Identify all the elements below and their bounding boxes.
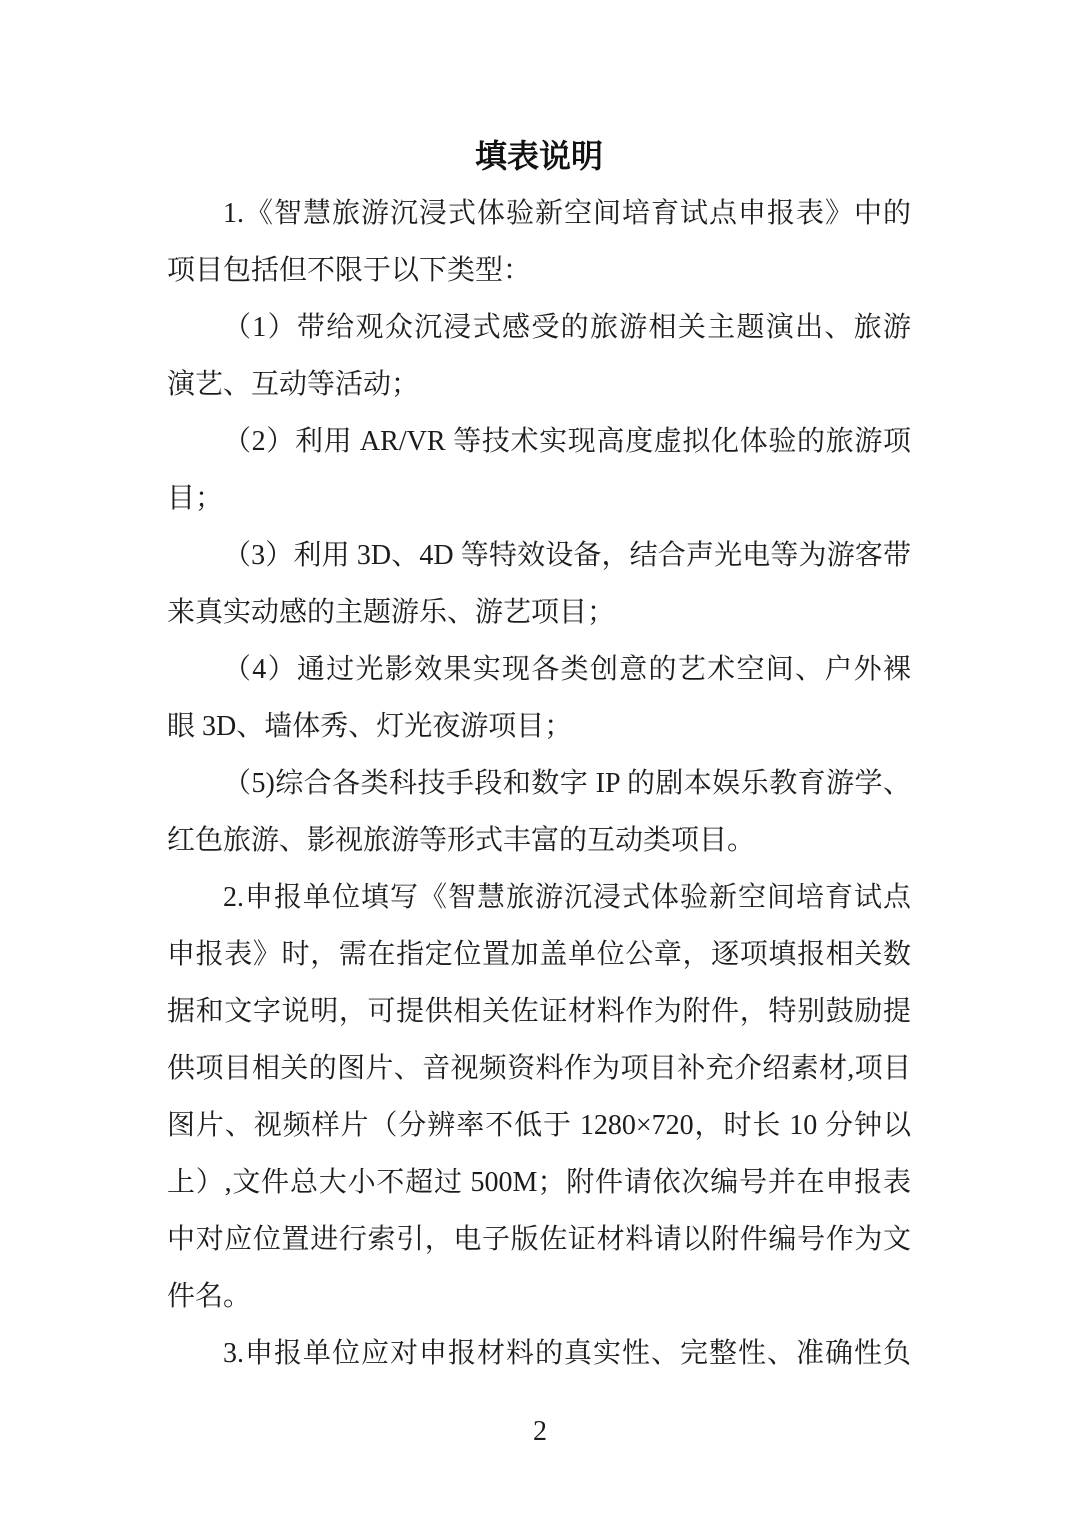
text-line: 1.《智慧旅游沉浸式体验新空间培育试点申报表》中的 <box>223 198 911 229</box>
text-line: （2）利用 AR/VR 等技术实现高度虚拟化体验的旅游项 <box>223 426 911 457</box>
paragraph <box>167 869 911 1325</box>
text-line: 来真实动感的主题游乐、游艺项目； <box>167 597 616 628</box>
text-line: 眼 3D、墙体秀、灯光夜游项目； <box>167 711 573 742</box>
text-line: 项目包括但不限于以下类型： <box>167 255 532 286</box>
text-line: （3）利用 3D、4D 等特效设备，结合声光电等为游客带 <box>223 540 911 571</box>
text-line: 目； <box>167 483 224 514</box>
text-line: （5)综合各类科技手段和数字 IP 的剧本娱乐教育游学、 <box>223 768 911 799</box>
paragraph-container <box>167 185 911 1382</box>
text-line: 2.申报单位填写《智慧旅游沉浸式体验新空间培育试点 <box>223 882 911 913</box>
paragraph <box>167 413 911 527</box>
paragraph <box>167 185 911 299</box>
paragraph <box>167 755 911 869</box>
page-number: 2 <box>533 1416 547 1447</box>
text-line: 3.申报单位应对申报材料的真实性、完整性、准确性负 <box>223 1338 911 1369</box>
text-line: 中对应位置进行索引，电子版佐证材料请以附件编号作为文 <box>167 1224 911 1255</box>
text-line: 据和文字说明，可提供相关佐证材料作为附件，特别鼓励提 <box>167 996 911 1027</box>
paragraph <box>167 299 911 413</box>
text-line: （4）通过光影效果实现各类创意的艺术空间、户外裸 <box>223 654 911 685</box>
paragraph <box>167 527 911 641</box>
text-line: 上）,文件总大小不超过 500M；附件请依次编号并在申报表 <box>167 1167 911 1198</box>
text-line: 供项目相关的图片、音视频资料作为项目补充介绍素材,项目 <box>167 1053 911 1084</box>
paragraph <box>167 641 911 755</box>
text-line: 图片、视频样片（分辨率不低于 1280×720，时长 10 分钟以 <box>167 1110 911 1141</box>
paragraph <box>167 1325 911 1382</box>
text-line: 申报表》时，需在指定位置加盖单位公章，逐项填报相关数 <box>167 939 911 970</box>
page-title: 填表说明 <box>474 138 603 174</box>
text-line: 红色旅游、影视旅游等形式丰富的互动类项目。 <box>167 825 756 856</box>
text-line: 件名。 <box>167 1281 252 1312</box>
text-line: 演艺、互动等活动； <box>167 369 420 400</box>
text-line: （1）带给观众沉浸式感受的旅游相关主题演出、旅游 <box>223 312 911 343</box>
document-body <box>167 128 911 1382</box>
